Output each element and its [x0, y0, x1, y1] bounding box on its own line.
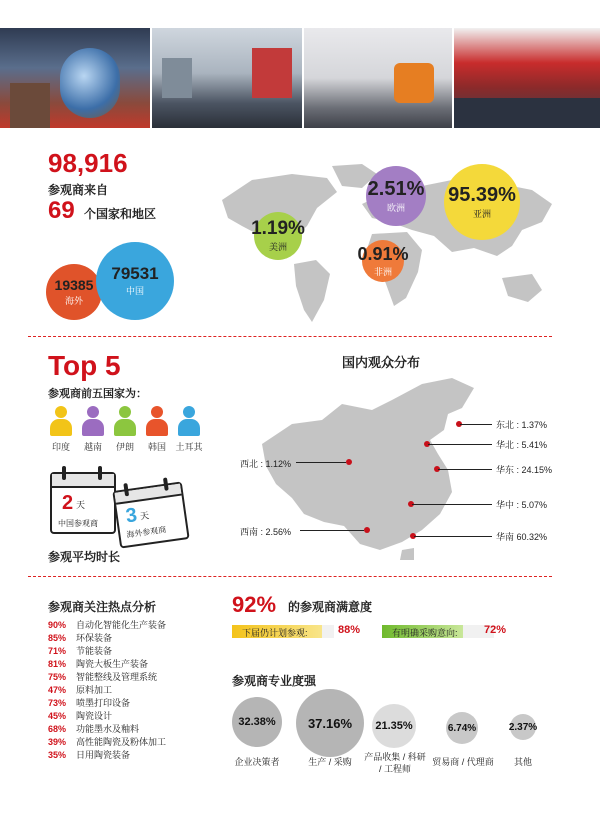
- calendar-icon-overseas: [112, 481, 189, 548]
- exhibition-photo-2: [152, 28, 302, 128]
- country-count-label: 个国家和地区: [84, 207, 157, 221]
- professional-title: 参观商专业度强: [232, 674, 317, 688]
- hotspot-label: 原料加工: [76, 685, 113, 695]
- region-north: 华北 : 5.41%: [496, 440, 548, 450]
- hotspot-label: 智能整线及管理系统: [76, 672, 158, 682]
- domestic-days-unit: 天: [76, 500, 86, 510]
- continent-europe-circle: [366, 166, 426, 226]
- section-divider-2: [28, 576, 552, 577]
- purchase-label: 有明确采购意向:: [392, 628, 458, 638]
- hotspots-title: 参观商关注热点分析: [48, 600, 157, 614]
- region-southwest: 西南 : 2.56%: [240, 527, 292, 537]
- region-northwest: 西北 : 1.12%: [240, 459, 292, 469]
- domestic-days-label: 中国参观商: [58, 519, 98, 528]
- region-leader-northeast: [460, 424, 492, 425]
- overseas-days-unit: 天: [139, 510, 150, 522]
- top5-country-2: 越南: [83, 442, 102, 452]
- hotspot-pct: 35%: [48, 750, 67, 760]
- region-northeast: 东北 : 1.37%: [496, 420, 548, 430]
- hotspot-label: 喷墨打印设备: [76, 698, 131, 708]
- top5-subtitle: 参观商前五国家为：: [48, 388, 147, 400]
- hotspot-pct: 81%: [48, 659, 67, 669]
- region-central: 华中 : 5.07%: [496, 500, 548, 510]
- professional-circle-3: 21.35%: [372, 704, 416, 748]
- duration-title: 参观平均时长: [48, 550, 121, 564]
- hotspot-pct: 90%: [48, 620, 67, 630]
- hotspot-label: 功能墨水及釉料: [76, 724, 140, 734]
- continent-americas-name: 美洲: [268, 242, 287, 252]
- hotspot-row: [48, 749, 130, 762]
- hotspot-row: [48, 697, 130, 710]
- top5-country-1: 印度: [51, 442, 70, 452]
- region-dot-northwest: [346, 459, 352, 465]
- overseas-visitors-circle: [46, 264, 102, 320]
- hotspot-pct: 85%: [48, 633, 67, 643]
- continent-europe-pct: 2.51%: [367, 177, 425, 200]
- continent-asia-name: 亚洲: [472, 208, 491, 219]
- hotspot-label: 陶瓷设计: [76, 711, 113, 721]
- overseas-days-label: 海外参观商: [125, 525, 167, 540]
- professional-circle-5: 2.37%: [510, 714, 536, 740]
- person-icon-vietnam: [82, 406, 104, 436]
- continent-europe-name: 欧洲: [386, 202, 405, 213]
- region-leader-south: [414, 536, 492, 537]
- domestic-visitors-circle: [96, 242, 174, 320]
- overseas-visitors-label: 海外: [64, 295, 83, 306]
- visitors-from-label: 参观商来自: [48, 183, 109, 197]
- hotspot-label: 自动化智能化生产装备: [76, 620, 167, 630]
- hotspot-label: 高性能陶瓷及粉体加工: [76, 737, 167, 747]
- exhibition-photo-3: [304, 28, 452, 128]
- professional-label-4: 贸易商 / 代理商: [432, 757, 494, 767]
- hotspot-row: [48, 645, 112, 658]
- region-leader-central: [412, 504, 492, 505]
- person-icon-iran: [114, 406, 136, 436]
- hotspot-pct: 39%: [48, 737, 67, 747]
- person-icon-india: [50, 406, 72, 436]
- next-year-bar: [232, 625, 334, 638]
- hotspot-pct: 68%: [48, 724, 67, 734]
- exhibition-photo-1: [0, 28, 150, 128]
- hotspot-row: [48, 658, 148, 671]
- professional-label-5: 其他: [513, 757, 532, 767]
- hotspot-row: [48, 619, 166, 632]
- hotspot-pct: 71%: [48, 646, 67, 656]
- top5-country-5: 土耳其: [175, 442, 203, 452]
- photo-strip: [0, 28, 600, 128]
- region-east: 华东 : 24.15%: [496, 465, 553, 475]
- hotspot-pct: 73%: [48, 698, 67, 708]
- top5-country-3: 伊朗: [115, 442, 134, 452]
- hotspot-label: 环保装备: [76, 633, 113, 643]
- purchase-bar: [382, 625, 494, 638]
- hotspot-row: [48, 736, 166, 749]
- continent-asia-pct: 95.39%: [448, 183, 516, 206]
- person-icon-korea: [146, 406, 168, 436]
- total-visitors: 98,916: [48, 148, 128, 178]
- region-south: 华南 60.32%: [496, 532, 548, 542]
- hotspot-row: [48, 632, 112, 645]
- continent-asia-circle: [444, 164, 520, 240]
- hotspot-pct: 45%: [48, 711, 67, 721]
- hotspot-pct: 75%: [48, 672, 67, 682]
- satisfaction-label: 的参观商满意度: [288, 600, 373, 614]
- domestic-days: 2: [62, 492, 74, 514]
- section-divider-1: [28, 336, 552, 337]
- continent-americas-circle: [251, 212, 305, 260]
- hotspot-row: [48, 723, 139, 736]
- calendar-icon-domestic: [50, 472, 116, 534]
- overseas-days: 3: [124, 504, 139, 528]
- person-icon-turkey: [178, 406, 200, 436]
- region-leader-north: [428, 444, 492, 445]
- professional-label-3: 产品收集 / 科研 / 工程师: [364, 752, 426, 774]
- next-year-label: 下届仍计划参观:: [242, 628, 308, 638]
- region-leader-east: [438, 469, 492, 470]
- professional-label-2: 生产 / 采购: [308, 757, 352, 767]
- satisfaction-pct: 92%: [232, 592, 277, 617]
- hotspot-row: [48, 710, 112, 723]
- exhibition-photo-4: [454, 28, 600, 128]
- domestic-visitors-label: 中国: [125, 286, 144, 296]
- country-count: 69: [48, 197, 75, 224]
- next-year-value: 88%: [338, 624, 361, 636]
- top5-title: Top 5: [48, 350, 121, 381]
- professional-circle-4: 6.74%: [446, 712, 478, 744]
- domestic-map-title: 国内观众分布: [342, 355, 421, 370]
- region-dot-southwest: [364, 527, 370, 533]
- continent-africa-circle: [357, 240, 409, 282]
- professional-label-1: 企业决策者: [234, 757, 280, 767]
- top5-country-4: 韩国: [147, 442, 166, 452]
- continent-americas-pct: 1.19%: [251, 218, 305, 239]
- hotspot-label: 节能装备: [76, 646, 113, 656]
- region-leader-southwest: [300, 530, 364, 531]
- region-leader-northwest: [296, 462, 346, 463]
- professional-circle-2: 37.16%: [296, 689, 364, 757]
- continent-africa-name: 非洲: [373, 266, 392, 277]
- domestic-visitors-value: 79531: [111, 264, 159, 283]
- hotspot-row: [48, 684, 112, 697]
- professional-circle-1: 32.38%: [232, 697, 282, 747]
- hotspot-label: 陶瓷大板生产装备: [76, 659, 149, 669]
- purchase-value: 72%: [484, 624, 507, 636]
- overseas-visitors-value: 19385: [54, 276, 94, 293]
- hotspot-row: [48, 671, 157, 684]
- hotspot-label: 日用陶瓷装备: [76, 750, 131, 760]
- hotspot-pct: 47%: [48, 685, 67, 695]
- continent-africa-pct: 0.91%: [357, 243, 409, 264]
